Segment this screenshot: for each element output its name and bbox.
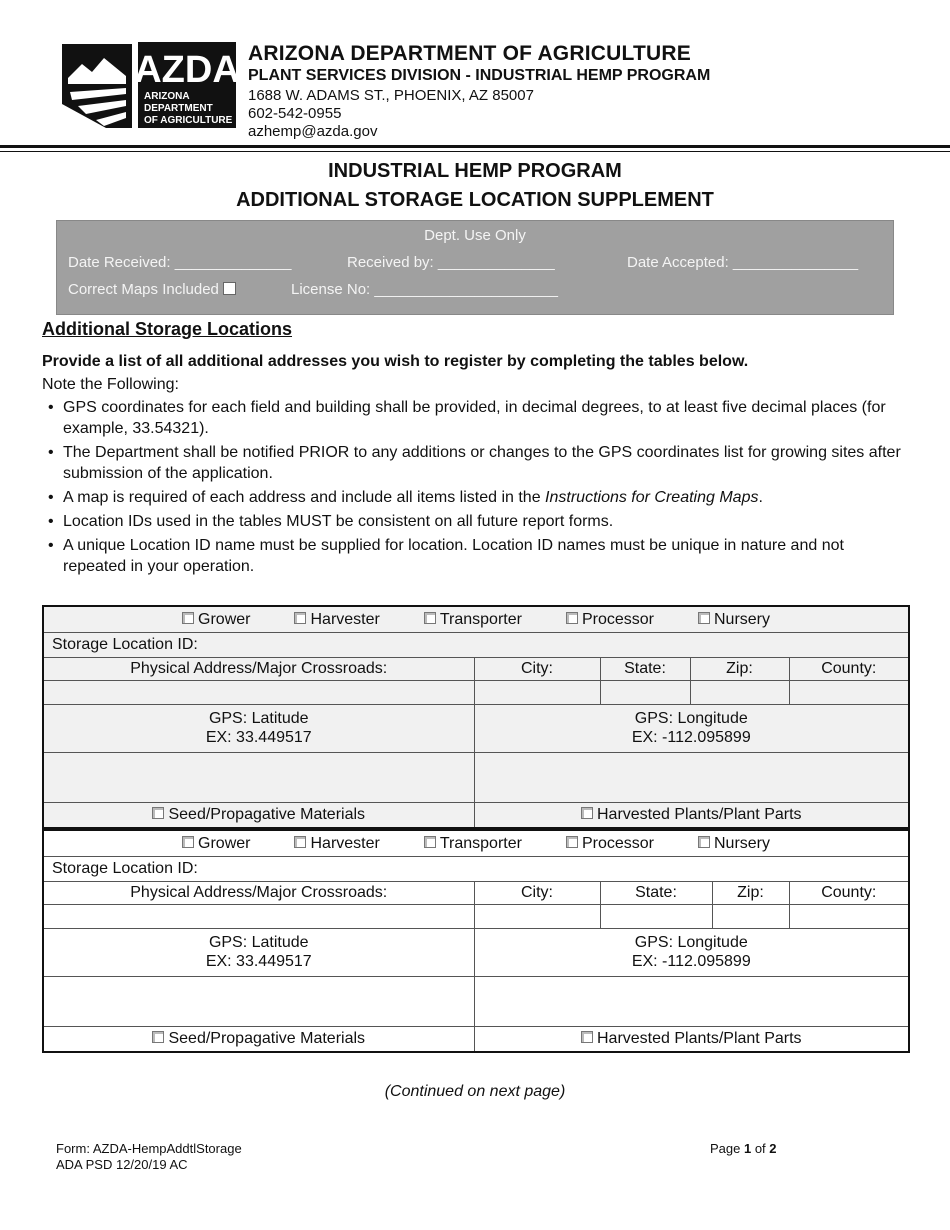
type-processor[interactable]: Processor	[566, 834, 654, 853]
storage-location-table-2	[42, 829, 910, 1053]
footer-form-info	[56, 1141, 242, 1173]
county-label: County:	[789, 881, 909, 904]
azda-logo	[58, 40, 236, 130]
list-item: • Location IDs used in the tables MUST be consistent on all future report forms.	[42, 511, 902, 532]
org-name: ARIZONA DEPARTMENT OF AGRICULTURE	[248, 42, 691, 65]
type-grower[interactable]: Grower	[182, 834, 250, 853]
org-phone: 602-542-0955	[248, 105, 342, 122]
map-bullet-pre: A map is required of each address and include all items listed in the	[63, 489, 546, 506]
storage-location-id-field[interactable]: Storage Location ID:	[43, 856, 909, 881]
logo-sub-3: OF AGRICULTURE	[144, 115, 233, 126]
harvested-plants-option[interactable]: Harvested Plants/Plant Parts	[474, 802, 909, 828]
org-email: azhemp@azda.gov	[248, 123, 378, 140]
list-item	[42, 487, 902, 508]
checkbox-icon	[581, 1031, 593, 1043]
type-harvester[interactable]: Harvester	[294, 834, 379, 853]
section-heading: Additional Storage Locations	[42, 319, 293, 339]
longitude-label: GPS: Longitude EX: -112.095899	[474, 928, 909, 976]
zip-input[interactable]	[690, 680, 789, 704]
checkbox-icon	[424, 612, 436, 624]
maps-instructions-ref: Instructions for Creating Maps	[545, 489, 759, 506]
address-label: Physical Address/Major Crossroads:	[43, 881, 474, 904]
latitude-input[interactable]	[43, 752, 474, 802]
page-number: 1	[743, 1141, 752, 1156]
checkbox-icon	[152, 1031, 164, 1043]
county-input[interactable]	[789, 680, 909, 704]
longitude-label: GPS: Longitude EX: -112.095899	[474, 704, 909, 752]
address-input[interactable]	[43, 904, 474, 928]
type-transporter[interactable]: Transporter	[424, 610, 522, 629]
logo-wordmark: AZDA	[134, 49, 236, 91]
license-type-row	[43, 606, 909, 632]
checkbox-icon	[698, 836, 710, 848]
logo-sub-2: DEPARTMENT	[144, 103, 213, 114]
checkbox-icon	[182, 612, 194, 624]
latitude-label: GPS: Latitude EX: 33.449517	[43, 704, 474, 752]
map-bullet-post: .	[758, 489, 763, 506]
city-input[interactable]	[474, 680, 600, 704]
city-label: City:	[474, 881, 600, 904]
state-input[interactable]	[600, 680, 690, 704]
state-input[interactable]	[600, 904, 712, 928]
checkbox-icon	[152, 807, 164, 819]
storage-location-table-1	[42, 605, 910, 829]
type-nursery[interactable]: Nursery	[698, 610, 770, 629]
zip-label: Zip:	[690, 657, 789, 680]
checkbox-icon	[698, 612, 710, 624]
checkbox-icon	[294, 612, 306, 624]
checkbox-icon	[566, 836, 578, 848]
type-processor[interactable]: Processor	[566, 610, 654, 629]
type-transporter[interactable]: Transporter	[424, 834, 522, 853]
notes-list	[42, 397, 902, 580]
correct-maps-checkbox[interactable]	[223, 282, 236, 295]
list-item: • A unique Location ID name must be supplied for location. Location ID names must be unique in nature and not repeated in your operation.	[42, 535, 902, 577]
type-harvester[interactable]: Harvester	[294, 610, 379, 629]
title-line-1: INDUSTRIAL HEMP PROGRAM	[328, 160, 622, 182]
date-accepted-field[interactable]: Date Accepted: _______________	[627, 254, 859, 271]
county-label: County:	[789, 657, 909, 680]
form-revision: ADA PSD 12/20/19 AC	[56, 1157, 188, 1172]
division-name: PLANT SERVICES DIVISION - INDUSTRIAL HEMP PROGRAM	[248, 67, 711, 84]
seed-materials-option[interactable]: Seed/Propagative Materials	[43, 1026, 474, 1052]
dept-use-heading: Dept. Use Only	[424, 227, 526, 244]
city-input[interactable]	[474, 904, 600, 928]
address-input[interactable]	[43, 680, 474, 704]
license-type-row	[43, 830, 909, 856]
form-id: Form: AZDA-HempAddtlStorage	[56, 1141, 242, 1156]
correct-maps-label: Correct Maps Included	[68, 281, 219, 298]
list-item: • GPS coordinates for each field and building shall be provided, in decimal degrees, to at least five decimal places (for example, 33.54321).	[42, 397, 902, 439]
org-address: 1688 W. ADAMS ST., PHOENIX, AZ 85007	[248, 87, 534, 104]
checkbox-icon	[424, 836, 436, 848]
header-rule-thin	[0, 151, 950, 152]
state-label: State:	[600, 657, 690, 680]
harvested-plants-option[interactable]: Harvested Plants/Plant Parts	[474, 1026, 909, 1052]
latitude-input[interactable]	[43, 976, 474, 1026]
checkbox-icon	[581, 807, 593, 819]
zip-label: Zip:	[712, 881, 789, 904]
correct-maps-row	[68, 281, 236, 298]
latitude-label: GPS: Latitude EX: 33.449517	[43, 928, 474, 976]
address-label: Physical Address/Major Crossroads:	[43, 657, 474, 680]
county-input[interactable]	[789, 904, 909, 928]
intro-text: Provide a list of all additional addresses you wish to register by completing the tables below.	[42, 353, 749, 370]
type-nursery[interactable]: Nursery	[698, 834, 770, 853]
longitude-input[interactable]	[474, 976, 909, 1026]
page-total: 2	[769, 1141, 777, 1156]
city-label: City:	[474, 657, 600, 680]
continued-note: (Continued on next page)	[384, 1083, 566, 1100]
seed-materials-option[interactable]: Seed/Propagative Materials	[43, 802, 474, 828]
title-line-2: ADDITIONAL STORAGE LOCATION SUPPLEMENT	[236, 189, 714, 211]
state-label: State:	[600, 881, 712, 904]
checkbox-icon	[182, 836, 194, 848]
logo-sub-1: ARIZONA	[144, 91, 190, 102]
license-no-field[interactable]: License No: ______________________	[291, 281, 558, 298]
type-grower[interactable]: Grower	[182, 610, 250, 629]
zip-input[interactable]	[712, 904, 789, 928]
storage-location-id-field[interactable]: Storage Location ID:	[43, 632, 909, 657]
received-by-field[interactable]: Received by: ______________	[347, 254, 555, 271]
checkbox-icon	[294, 836, 306, 848]
list-item: • The Department shall be notified PRIOR to any additions or changes to the GPS coordinates list for growing sites after submission of the application.	[42, 442, 902, 484]
date-received-field[interactable]: Date Received: ______________	[68, 254, 292, 271]
header-rule	[0, 145, 950, 148]
page-indicator: Page 1 of 2	[710, 1141, 777, 1156]
longitude-input[interactable]	[474, 752, 909, 802]
dept-use-box	[56, 220, 894, 315]
checkbox-icon	[566, 612, 578, 624]
note-label: Note the Following:	[42, 376, 179, 393]
